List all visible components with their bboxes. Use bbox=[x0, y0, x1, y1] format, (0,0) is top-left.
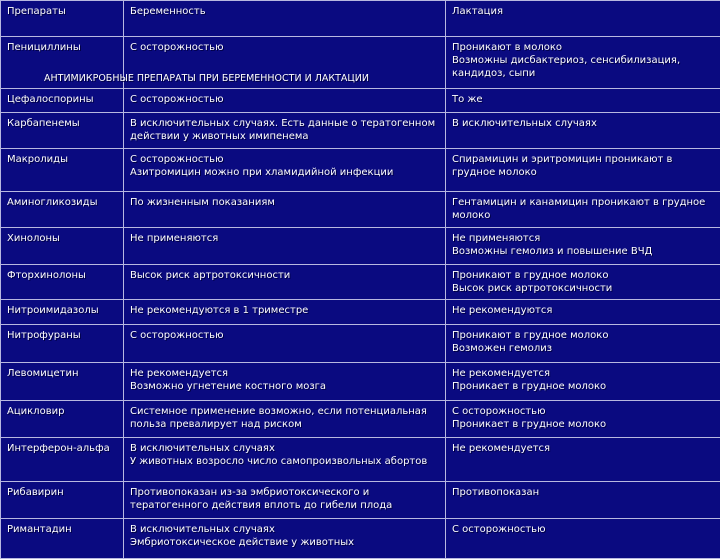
cell-drug: Макролиды bbox=[1, 149, 124, 192]
cell-lactation bbox=[446, 228, 720, 265]
slide-title: АНТИМИКРОБНЫЕ ПРЕПАРАТЫ ПРИ БЕРЕМЕННОСТИ И ЛАКТАЦИИ bbox=[44, 73, 369, 85]
pregnancy-line: С осторожностью bbox=[130, 153, 439, 166]
cell-lactation bbox=[446, 325, 720, 363]
lactation-line: Высок риск артротоксичности bbox=[452, 282, 714, 295]
cell-pregnancy bbox=[124, 438, 446, 482]
cell-drug: Рибавирин bbox=[1, 482, 124, 519]
cell-pregnancy bbox=[124, 363, 446, 401]
cell-pregnancy bbox=[124, 149, 446, 192]
cell-lactation bbox=[446, 401, 720, 438]
cell-lactation bbox=[446, 482, 720, 519]
pregnancy-line: Системное применение возможно, если потенциальная польза превалирует над риском bbox=[130, 405, 439, 431]
cell-pregnancy bbox=[124, 325, 446, 363]
cell-lactation bbox=[446, 363, 720, 401]
table-row bbox=[1, 228, 720, 265]
lactation-line: Не рекомендуется bbox=[452, 367, 714, 380]
pregnancy-line: Азитромицин можно при хламидийной инфекции bbox=[130, 166, 439, 179]
lactation-line: Спирамицин и эритромицин проникают в грудное молоко bbox=[452, 153, 714, 179]
lactation-line: Проникают в молоко bbox=[452, 41, 714, 54]
cell-drug: Пенициллины bbox=[1, 37, 124, 89]
cell-lactation bbox=[446, 37, 720, 89]
cell-lactation bbox=[446, 265, 720, 300]
cell-drug: Левомицетин bbox=[1, 363, 124, 401]
cell-drug: Интерферон-альфа bbox=[1, 438, 124, 482]
pregnancy-line: В исключительных случаях bbox=[130, 523, 439, 536]
pregnancy-line: В исключительных случаях bbox=[130, 442, 439, 455]
lactation-line: Не применяются bbox=[452, 232, 714, 245]
lactation-line: Не рекомендуется bbox=[452, 442, 714, 455]
lactation-line: Гентамицин и канамицин проникают в грудное молоко bbox=[452, 196, 714, 222]
lactation-line: Проникают в грудное молоко bbox=[452, 269, 714, 282]
lactation-line: В исключительных случаях bbox=[452, 117, 714, 130]
pregnancy-line: Высок риск артротоксичности bbox=[130, 269, 439, 282]
table-row bbox=[1, 265, 720, 300]
cell-pregnancy bbox=[124, 192, 446, 228]
table-row bbox=[1, 363, 720, 401]
cell-drug: Нитрофураны bbox=[1, 325, 124, 363]
table-row bbox=[1, 325, 720, 363]
cell-lactation bbox=[446, 149, 720, 192]
table-row bbox=[1, 401, 720, 438]
lactation-line: Проникает в грудное молоко bbox=[452, 418, 714, 431]
cell-lactation bbox=[446, 89, 720, 113]
pregnancy-line: По жизненным показаниям bbox=[130, 196, 439, 209]
cell-drug: Римантадин bbox=[1, 519, 124, 559]
pregnancy-line: В исключительных случаях. Есть данные о тератогенном действии у животных имипенема bbox=[130, 117, 439, 143]
cell-drug: Хинолоны bbox=[1, 228, 124, 265]
table-row bbox=[1, 192, 720, 228]
lactation-line: Возможен гемолиз bbox=[452, 342, 714, 355]
cell-lactation bbox=[446, 192, 720, 228]
table-row bbox=[1, 438, 720, 482]
lactation-line: Проникают в грудное молоко bbox=[452, 329, 714, 342]
pregnancy-line: Возможно угнетение костного мозга bbox=[130, 380, 439, 393]
cell-pregnancy bbox=[124, 113, 446, 149]
lactation-line: Проникает в грудное молоко bbox=[452, 380, 714, 393]
cell-drug: Ацикловир bbox=[1, 401, 124, 438]
cell-pregnancy bbox=[124, 265, 446, 300]
lactation-line: Противопоказан bbox=[452, 486, 714, 499]
cell-pregnancy bbox=[124, 228, 446, 265]
table-row bbox=[1, 149, 720, 192]
header-drug: Препараты bbox=[1, 1, 124, 37]
table-row bbox=[1, 519, 720, 559]
lactation-line: Возможны гемолиз и повышение ВЧД bbox=[452, 245, 714, 258]
cell-drug: Фторхинолоны bbox=[1, 265, 124, 300]
cell-drug: Аминогликозиды bbox=[1, 192, 124, 228]
header-pregnancy: Беременность bbox=[124, 1, 446, 37]
cell-lactation bbox=[446, 113, 720, 149]
pregnancy-line: Противопоказан из-за эмбриотоксического и тератогенного действия вплоть до гибели плода bbox=[130, 486, 439, 512]
lactation-line: С осторожностью bbox=[452, 523, 714, 536]
lactation-line: С осторожностью bbox=[452, 405, 714, 418]
cell-drug: Нитроимидазолы bbox=[1, 300, 124, 325]
table-row bbox=[1, 300, 720, 325]
cell-lactation bbox=[446, 519, 720, 559]
cell-drug: Цефалоспорины bbox=[1, 89, 124, 113]
cell-lactation bbox=[446, 438, 720, 482]
header-lactation: Лактация bbox=[446, 1, 720, 37]
cell-pregnancy bbox=[124, 519, 446, 559]
pregnancy-line: С осторожностью bbox=[130, 41, 439, 54]
cell-pregnancy bbox=[124, 300, 446, 325]
pregnancy-line: Не рекомендуется bbox=[130, 367, 439, 380]
lactation-line: То же bbox=[452, 93, 714, 106]
lactation-line: Не рекомендуются bbox=[452, 304, 714, 317]
cell-lactation bbox=[446, 300, 720, 325]
header-row bbox=[1, 1, 720, 37]
pregnancy-line: Не применяются bbox=[130, 232, 439, 245]
pregnancy-line: С осторожностью bbox=[130, 93, 439, 106]
table-row bbox=[1, 113, 720, 149]
pregnancy-line: Эмбриотоксическое действие у животных bbox=[130, 536, 439, 549]
pregnancy-line: У животных возросло число самопроизвольных абортов bbox=[130, 455, 439, 468]
cell-pregnancy bbox=[124, 401, 446, 438]
table-row bbox=[1, 89, 720, 113]
pregnancy-line: С осторожностью bbox=[130, 329, 439, 342]
table-row bbox=[1, 482, 720, 519]
cell-pregnancy bbox=[124, 482, 446, 519]
pregnancy-line: Не рекомендуются в 1 триместре bbox=[130, 304, 439, 317]
cell-pregnancy bbox=[124, 89, 446, 113]
lactation-line: Возможны дисбактериоз, сенсибилизация, кандидоз, сыпи bbox=[452, 54, 714, 80]
cell-drug: Карбапенемы bbox=[1, 113, 124, 149]
